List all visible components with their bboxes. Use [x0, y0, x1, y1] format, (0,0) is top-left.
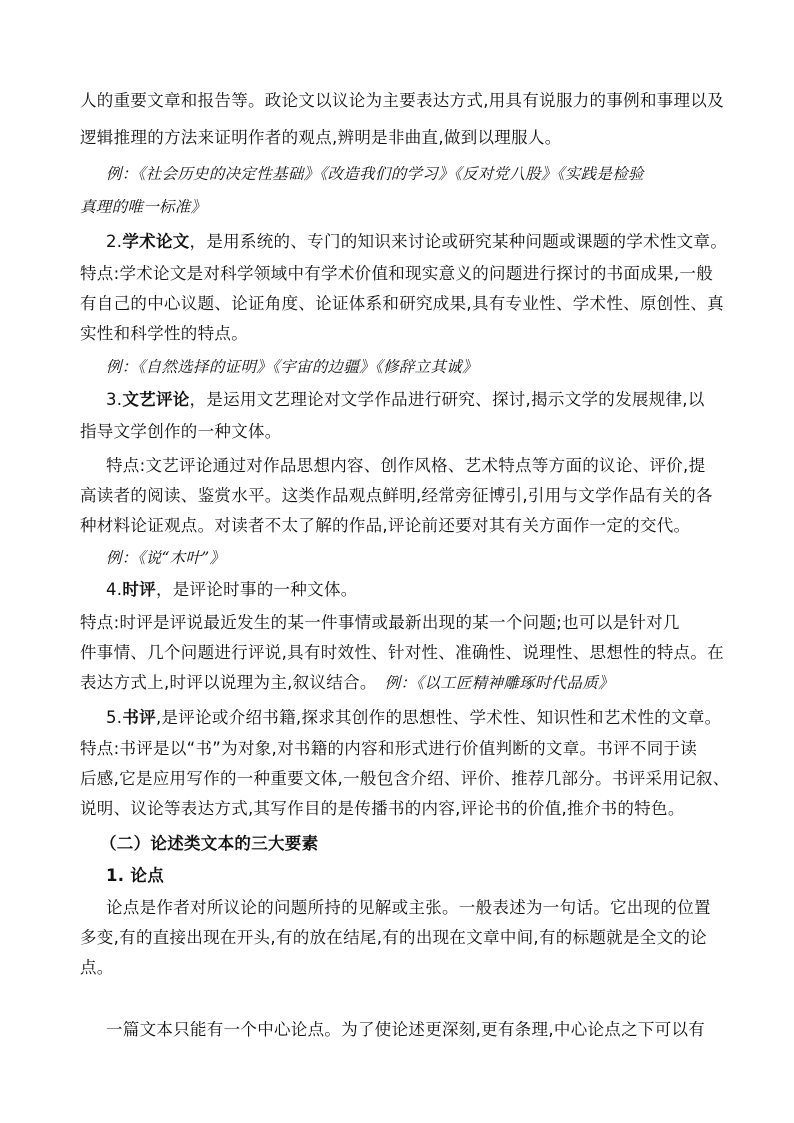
paragraph-line: 特点:文艺评论通过对作品思想内容、创作风格、艺术特点等方面的议论、评价,提 — [106, 456, 706, 475]
paragraph-line: 特点:时评是评说最近发生的某一件事情或最新出现的某一个问题;也可以是针对几 — [80, 613, 680, 632]
item-heading-literary — [106, 388, 730, 412]
item-heading-book-review — [106, 706, 730, 730]
item-heading-academic — [106, 230, 730, 254]
item-text: ，是评论时事的一种文体。 — [155, 580, 358, 599]
paragraph-line: 论点是作者对所议论的问题所持的见解或主张。一般表述为一句话。它出现的位置 — [106, 898, 711, 917]
item-term: 学术论文 — [122, 232, 190, 251]
item-text: ，是运用文艺理论对文学作品进行研究、探讨,揭示文学的发展规律,以 — [189, 390, 705, 409]
example-line: 例：《说“木叶”》 — [106, 549, 226, 567]
item-term: 时评 — [122, 580, 156, 599]
paragraph-line: 人的重要文章和报告等。政论文以议论为主要表达方式,用具有说服力的事例和事理以及 — [80, 91, 724, 110]
example-text: 例：《以工匠精神雕琢时代品质》 — [384, 674, 614, 692]
paragraph-line: 实性和科学性的特点。 — [80, 324, 248, 343]
example-line: 真理的唯一标准》 — [80, 198, 207, 216]
example-line: 例：《自然选择的证明》《宇宙的边疆》《修辞立其诚》 — [106, 358, 478, 376]
paragraph-line: 有自己的中心议题、论证角度、论证体系和研究成果,具有专业性、学术性、原创性、真 — [80, 294, 724, 313]
paragraph-line: 高读者的阅读、鉴赏水平。这类作品观点鲜明,经常旁征博引,引用与文学作品有关的各 — [80, 486, 713, 505]
paragraph-line: 件事情、几个问题进行评说,具有时效性、针对性、准确性、说理性、思想性的特点。在 — [80, 643, 724, 662]
paragraph-line: 一篇文本只能有一个中心论点。为了使论述更深刻,更有条理,中心论点之下可以有 — [106, 1020, 706, 1039]
paragraph-line: 种材料论证观点。对读者不太了解的作品,评论前还要对其有关方面作一定的交代。 — [80, 516, 691, 535]
example-line: 例：《社会历史的决定性基础》《改造我们的学习》《反对党八股》《实践是检验 — [106, 165, 644, 183]
paragraph-line: 特点:学术论文是对科学领域中有学术价值和现实意义的问题进行探讨的书面成果,一般 — [80, 264, 714, 283]
subsection-heading: 1. 论点 — [106, 866, 164, 885]
paragraph-text: 表达方式上,时评以说理为主,叙议结合。 — [80, 673, 377, 692]
paragraph-line: 指导文学创作的一种文体。 — [80, 422, 282, 441]
item-number: 4. — [106, 580, 123, 599]
paragraph-line: 逻辑推理的方法来证明作者的观点,辨明是非曲直,做到以理服人。 — [80, 128, 562, 147]
item-text: ，是用系统的、专门的知识来讨论或研究某种问题或课题的学术性文章。 — [189, 232, 728, 251]
paragraph-line: 特点:书评是以“书”为对象,对书籍的内容和形式进行价值判断的文章。书评不同于读 — [80, 739, 698, 758]
item-number: 2. — [106, 232, 123, 251]
section-heading: （二）论述类文本的三大要素 — [100, 834, 319, 853]
item-number: 3. — [106, 390, 123, 409]
item-term: 书评 — [122, 708, 156, 727]
paragraph-line: 后感,它是应用写作的一种重要文体,一般包含介绍、评价、推荐几部分。书评采用记叙、 — [80, 769, 730, 788]
item-term: 文艺评论 — [122, 390, 190, 409]
paragraph-line: 点。 — [80, 958, 114, 977]
paragraph-line — [80, 671, 730, 695]
item-text: ,是评论或介绍书籍,探求其创作的思想性、学术性、知识性和艺术性的文章。 — [155, 708, 722, 727]
paragraph-line: 说明、议论等表达方式,其写作目的是传播书的内容,评论书的价值,推介书的特色。 — [80, 799, 685, 818]
item-heading-commentary — [106, 578, 730, 602]
item-number: 5. — [106, 708, 123, 727]
paragraph-line: 多变,有的直接出现在开头,有的放在结尾,有的出现在文章中间,有的标题就是全文的论 — [80, 928, 707, 947]
